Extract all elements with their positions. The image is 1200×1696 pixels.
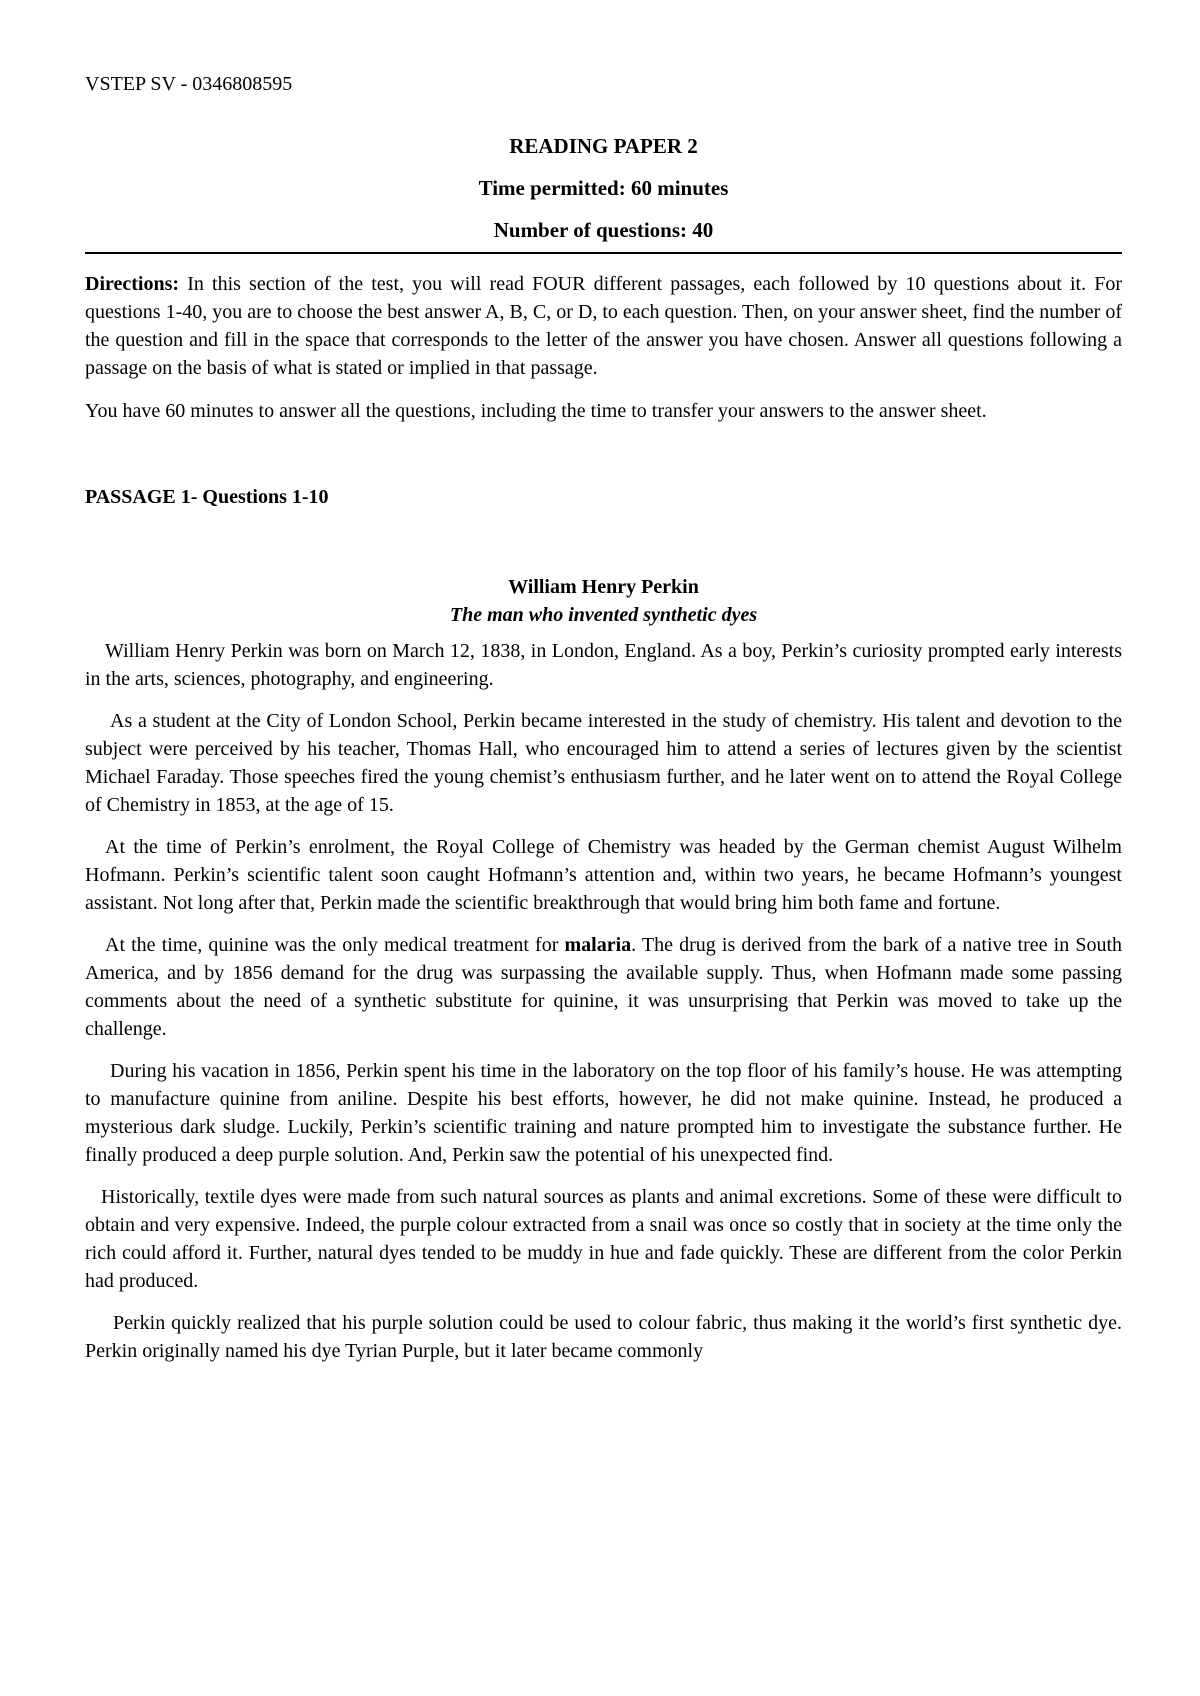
paragraph-6: Historically, textile dyes were made from such natural sources as plants and animal excretions. Some of these were difficult to obtain and very expensive. Indeed, the purple colour extracted from a snail was once so costly that in society at the time only the rich could afford it. Further, natural dyes tended to be muddy in hue and fade quickly. These are different from the color Perkin had produced. (85, 1186, 1122, 1292)
title-divider (85, 252, 1122, 254)
paragraph-4 (85, 931, 1122, 1043)
number-of-questions: Number of questions: 40 (493, 218, 714, 242)
page-header: VSTEP SV - 0346808595 (85, 73, 293, 95)
time-permitted: Time permitted: 60 minutes (478, 176, 729, 200)
paragraph-4-start: At the time, quinine was the only medical treatment for (105, 934, 565, 956)
directions-text: In this section of the test, you will read FOUR different passages, each followed by 10 questions about it. For questions 1-40, you are to choose the best answer A, B, C, or D, to each question. Then, on your answer sheet, find the number of the question and fill in the space that corresponds to the letter of the answer you have chosen. Answer all questions following a passage on the basis of what is stated or implied in that passage. (85, 273, 1122, 379)
paper-title: READING PAPER 2 (509, 134, 698, 158)
directions-paragraph (85, 270, 1122, 382)
paragraph-1: William Henry Perkin was born on March 12, 1838, in London, England. As a boy, Perkin’s curiosity prompted early interests in the arts, sciences, photography, and engineering. (85, 640, 1122, 690)
article-title: William Henry Perkin (508, 576, 699, 598)
paragraph-3: At the time of Perkin’s enrolment, the Royal College of Chemistry was headed by the German chemist August Wilhelm Hofmann. Perkin’s scientific talent soon caught Hofmann’s attention and, within two years, he became Hofmann’s youngest assistant. Not long after that, Perkin made the scientific breakthrough that would bring him both fame and fortune. (85, 836, 1122, 914)
passage-heading: PASSAGE 1- Questions 1-10 (85, 486, 329, 508)
paragraph-5: During his vacation in 1856, Perkin spent his time in the laboratory on the top floor of his family’s house. He was attempting to manufacture quinine from aniline. Despite his best efforts, however, he did not make quinine. Instead, he produced a mysterious dark sludge. Luckily, Perkin’s scientific training and nature prompted him to investigate the substance further. He finally produced a deep purple solution. And, Perkin saw the potential of his unexpected find. (85, 1060, 1122, 1166)
paragraph-7: Perkin quickly realized that his purple solution could be used to colour fabric, thus making it the world’s first synthetic dye. Perkin originally named his dye Tyrian Purple, but it later became commonly (85, 1312, 1122, 1362)
title-block (85, 132, 1122, 244)
paragraph-4-end: . The drug is derived from the bark of a native tree in South America, and by 1856 demand for the drug was surpassing the available supply. Thus, when Hofmann made some passing comments about the need of a synthetic substitute for quinine, it was unsurprising that Perkin was moved to take up the challenge. (85, 934, 1122, 1040)
time-note: You have 60 minutes to answer all the questions, including the time to transfer your answers to the answer sheet. (85, 400, 987, 422)
paragraph-2: As a student at the City of London School, Perkin became interested in the study of chemistry. His talent and devotion to the subject were perceived by his teacher, Thomas Hall, who encouraged him to attend a series of lectures given by the scientist Michael Faraday. Those speeches fired the young chemist’s enthusiasm further, and he later went on to attend the Royal College of Chemistry in 1853, at the age of 15. (85, 710, 1122, 816)
directions-label: Directions: (85, 273, 180, 295)
article-subtitle: The man who invented synthetic dyes (449, 604, 758, 626)
malaria-term: malaria (564, 934, 632, 956)
